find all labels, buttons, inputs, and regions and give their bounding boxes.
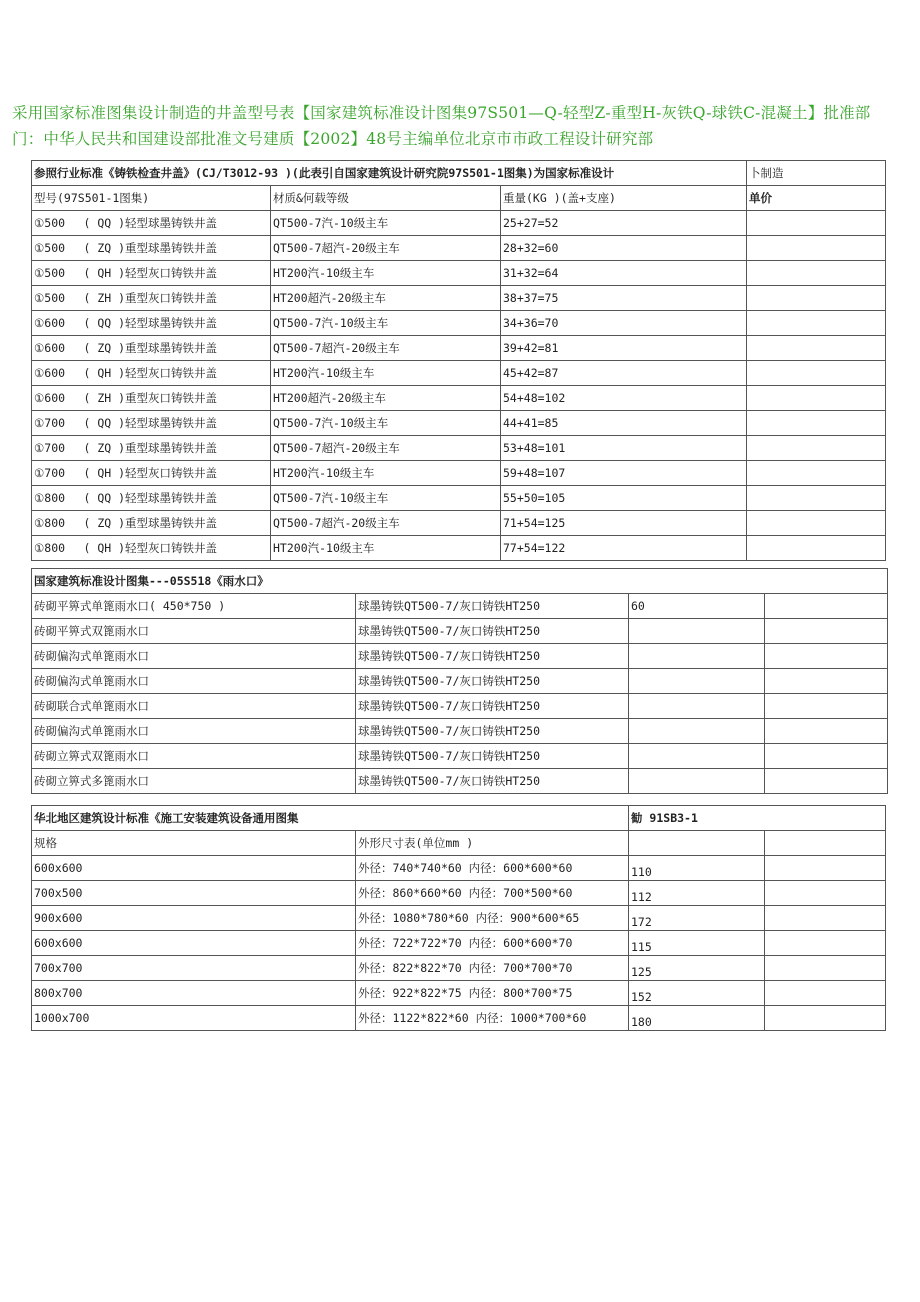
table-cell: 31+32=64 (501, 261, 747, 286)
table-cell (765, 644, 888, 669)
table-cell (629, 906, 765, 931)
table-row (32, 236, 886, 261)
header-material: 材质&何载等级 (271, 186, 501, 211)
table-cell (629, 669, 765, 694)
table-cell: 34+36=70 (501, 311, 747, 336)
table-cell: 44+41=85 (501, 411, 747, 436)
table-cell: 800x700 (32, 981, 356, 1006)
table-cell: HT200汽-10级主车 (271, 261, 501, 286)
table-cell: 55+50=105 (501, 486, 747, 511)
table-row (32, 669, 888, 694)
table-cell (765, 856, 886, 881)
header-weight: 重量(KG )(盖+支座) (501, 186, 747, 211)
table-row (32, 881, 886, 906)
table-row (32, 981, 886, 1006)
table-cell (629, 719, 765, 744)
rain-inlet-table (31, 568, 888, 794)
table-cell: ①800 ( ZQ )重型球墨铸铁井盖 (32, 511, 271, 536)
table-cell: HT200汽-10级主车 (271, 461, 501, 486)
table-cell (765, 719, 888, 744)
table-cell (629, 744, 765, 769)
table-cell (747, 486, 886, 511)
table-row (32, 856, 886, 881)
table-header-row (32, 186, 886, 211)
table-row (32, 619, 888, 644)
table-cell: 外径：1122*822*60 内径：1000*700*60 (356, 1006, 629, 1031)
table-row (32, 956, 886, 981)
table-cell: 球墨铸铁QT500-7/灰口铸铁HT250 (356, 744, 629, 769)
north-china-standard-table (31, 805, 886, 1031)
table-row (32, 461, 886, 486)
table-cell (629, 644, 765, 669)
table-cell (629, 1006, 765, 1031)
header-col4 (765, 831, 886, 856)
table-cell (629, 881, 765, 906)
cell-value: 152 (631, 990, 652, 1004)
table-row (32, 386, 886, 411)
table-cell (765, 744, 888, 769)
table-cell (629, 956, 765, 981)
cell-value: 180 (631, 1015, 652, 1029)
header-model: 型号(97S501-1图集) (32, 186, 271, 211)
table-cell (747, 286, 886, 311)
table-cell (765, 981, 886, 1006)
table-cell (765, 931, 886, 956)
table-cell: 球墨铸铁QT500-7/灰口铸铁HT250 (356, 669, 629, 694)
table-cell: 砖砌立箅式多篦雨水口 (32, 769, 356, 794)
table-cell (747, 386, 886, 411)
table-cell: 700x700 (32, 956, 356, 981)
table-cell: QT500-7超汽-20级主车 (271, 436, 501, 461)
table-cell: 外径：922*822*75 内径：800*700*75 (356, 981, 629, 1006)
table-cell: 砖砌平箅式单篦雨水口( 450*750 ) (32, 594, 356, 619)
table-cell: 600x600 (32, 931, 356, 956)
table-cell (765, 956, 886, 981)
table-row (32, 436, 886, 461)
table-cell: 28+32=60 (501, 236, 747, 261)
table-cell: 39+42=81 (501, 336, 747, 361)
table-cell: 71+54=125 (501, 511, 747, 536)
table-row (32, 361, 886, 386)
table-cell: 砖砌偏沟式单篦雨水口 (32, 719, 356, 744)
table-row (32, 1006, 886, 1031)
table-cell: 25+27=52 (501, 211, 747, 236)
table-cell: 1000x700 (32, 1006, 356, 1031)
table-cell (629, 694, 765, 719)
table-cell (765, 619, 888, 644)
table-title: 参照行业标准《铸铁检查井盖》(CJ/T3012-93 )(此表引自国家建筑设计研究院97S501-1图集)为国家标准设计 (32, 161, 747, 186)
table-row (32, 486, 886, 511)
table-cell: 700x500 (32, 881, 356, 906)
table-cell: ①700 ( QQ )轻型球墨铸铁井盖 (32, 411, 271, 436)
table-cell: 砖砌平箅式双篦雨水口 (32, 619, 356, 644)
table-cell: 900x600 (32, 906, 356, 931)
table-cell (765, 694, 888, 719)
table-row (32, 906, 886, 931)
table-cell: 砖砌偏沟式单篦雨水口 (32, 669, 356, 694)
table-cell: ①800 ( QQ )轻型球墨铸铁井盖 (32, 486, 271, 511)
table-cell: 59+48=107 (501, 461, 747, 486)
table-cell: HT200超汽-20级主车 (271, 286, 501, 311)
header-price: 单价 (747, 186, 886, 211)
table-row (32, 769, 888, 794)
table-cell: QT500-7超汽-20级主车 (271, 236, 501, 261)
table-cell: 77+54=122 (501, 536, 747, 561)
table-row (32, 261, 886, 286)
table-cell: ①500 ( QH )轻型灰口铸铁井盖 (32, 261, 271, 286)
table-cell (747, 261, 886, 286)
table-cell (747, 336, 886, 361)
table-cell: 外径：740*740*60 内径：600*600*60 (356, 856, 629, 881)
table-cell: 球墨铸铁QT500-7/灰口铸铁HT250 (356, 694, 629, 719)
table-cell: HT200汽-10级主车 (271, 536, 501, 561)
table-cell (629, 769, 765, 794)
table-cell (765, 881, 886, 906)
table-cell (765, 1006, 886, 1031)
table-title: 国家建筑标准设计图集---05S518《雨水口》 (32, 569, 888, 594)
cell-value: 125 (631, 965, 652, 979)
header-dimensions: 外形尺寸表(单位mm ) (356, 831, 629, 856)
cell-value: 110 (631, 865, 652, 879)
table-cell (747, 536, 886, 561)
table-cell (747, 436, 886, 461)
table-cell: 球墨铸铁QT500-7/灰口铸铁HT250 (356, 594, 629, 619)
table-cell: 球墨铸铁QT500-7/灰口铸铁HT250 (356, 769, 629, 794)
table-cell (629, 619, 765, 644)
table-row (32, 536, 886, 561)
table-title: 华北地区建筑设计标准《施工安装建筑设备通用图集 (32, 806, 629, 831)
table-cell: 600x600 (32, 856, 356, 881)
table-title-row (32, 806, 886, 831)
table-cell: QT500-7汽-10级主车 (271, 411, 501, 436)
table-cell (629, 981, 765, 1006)
table-cell (747, 411, 886, 436)
table-row (32, 931, 886, 956)
table-cell: 60 (629, 594, 765, 619)
table-cell (765, 669, 888, 694)
table-cell: QT500-7汽-10级主车 (271, 311, 501, 336)
table-cell (765, 906, 886, 931)
table-cell: QT500-7超汽-20级主车 (271, 511, 501, 536)
table-row (32, 719, 888, 744)
table-cell: 球墨铸铁QT500-7/灰口铸铁HT250 (356, 719, 629, 744)
table-cell (747, 236, 886, 261)
manhole-cover-table (31, 160, 886, 561)
table-title-extra: 勧 91SB3-1 (629, 806, 886, 831)
table-cell: HT200汽-10级主车 (271, 361, 501, 386)
table-cell: ①800 ( QH )轻型灰口铸铁井盖 (32, 536, 271, 561)
table-cell: ①600 ( ZH )重型灰口铸铁井盖 (32, 386, 271, 411)
table-cell (747, 211, 886, 236)
table-cell (765, 769, 888, 794)
table-cell: ①500 ( ZH )重型灰口铸铁井盖 (32, 286, 271, 311)
table-row (32, 286, 886, 311)
table-row (32, 511, 886, 536)
table-header-row (32, 831, 886, 856)
table-row (32, 644, 888, 669)
table-cell (629, 856, 765, 881)
table-cell: 53+48=101 (501, 436, 747, 461)
cell-value: 172 (631, 915, 652, 929)
table-title-extra: 卜制造 (747, 161, 886, 186)
table-cell: ①600 ( ZQ )重型球墨铸铁井盖 (32, 336, 271, 361)
table-cell: HT200超汽-20级主车 (271, 386, 501, 411)
table-row (32, 336, 886, 361)
table-cell: ①600 ( QQ )轻型球墨铸铁井盖 (32, 311, 271, 336)
table-title-row (32, 161, 886, 186)
header-spec: 规格 (32, 831, 356, 856)
table-title-row (32, 569, 888, 594)
table-cell: QT500-7超汽-20级主车 (271, 336, 501, 361)
table-cell: 54+48=102 (501, 386, 747, 411)
intro-paragraph: 采用国家标准图集设计制造的井盖型号表【国家建筑标准设计图集97S501—Q-轻型Z-重型H-灰铁Q-球铁C-混凝土】批准部门：中华人民共和国建设部批准文号建质【2002】48号主编单位北京市市政工程设计研究部 (12, 104, 871, 148)
table-cell: ①700 ( ZQ )重型球墨铸铁井盖 (32, 436, 271, 461)
table-cell: QT500-7汽-10级主车 (271, 486, 501, 511)
table-cell: 砖砌立箅式双篦雨水口 (32, 744, 356, 769)
table-cell: 砖砌联合式单篦雨水口 (32, 694, 356, 719)
table-row (32, 311, 886, 336)
table-cell (747, 461, 886, 486)
table-cell: 外径：1080*780*60 内径：900*600*65 (356, 906, 629, 931)
table-cell (629, 931, 765, 956)
table-row (32, 744, 888, 769)
table-cell: 38+37=75 (501, 286, 747, 311)
table-cell: 外径：860*660*60 内径：700*500*60 (356, 881, 629, 906)
header-col3 (629, 831, 765, 856)
table-cell: 球墨铸铁QT500-7/灰口铸铁HT250 (356, 644, 629, 669)
table-cell (765, 594, 888, 619)
table-row (32, 411, 886, 436)
table-cell: 外径：722*722*70 内径：600*600*70 (356, 931, 629, 956)
table-cell (747, 311, 886, 336)
cell-value: 112 (631, 890, 652, 904)
table-cell: ①500 ( QQ )轻型球墨铸铁井盖 (32, 211, 271, 236)
table-cell: 球墨铸铁QT500-7/灰口铸铁HT250 (356, 619, 629, 644)
table-cell: 砖砌偏沟式单篦雨水口 (32, 644, 356, 669)
table-cell: ①600 ( QH )轻型灰口铸铁井盖 (32, 361, 271, 386)
cell-value: 115 (631, 940, 652, 954)
table-cell: QT500-7汽-10级主车 (271, 211, 501, 236)
table-row (32, 211, 886, 236)
table-cell: ①700 ( QH )轻型灰口铸铁井盖 (32, 461, 271, 486)
table-cell: 外径：822*822*70 内径：700*700*70 (356, 956, 629, 981)
table-row (32, 594, 888, 619)
table-cell (747, 361, 886, 386)
table-cell (747, 511, 886, 536)
table-cell: ①500 ( ZQ )重型球墨铸铁井盖 (32, 236, 271, 261)
table-cell: 45+42=87 (501, 361, 747, 386)
table-row (32, 694, 888, 719)
